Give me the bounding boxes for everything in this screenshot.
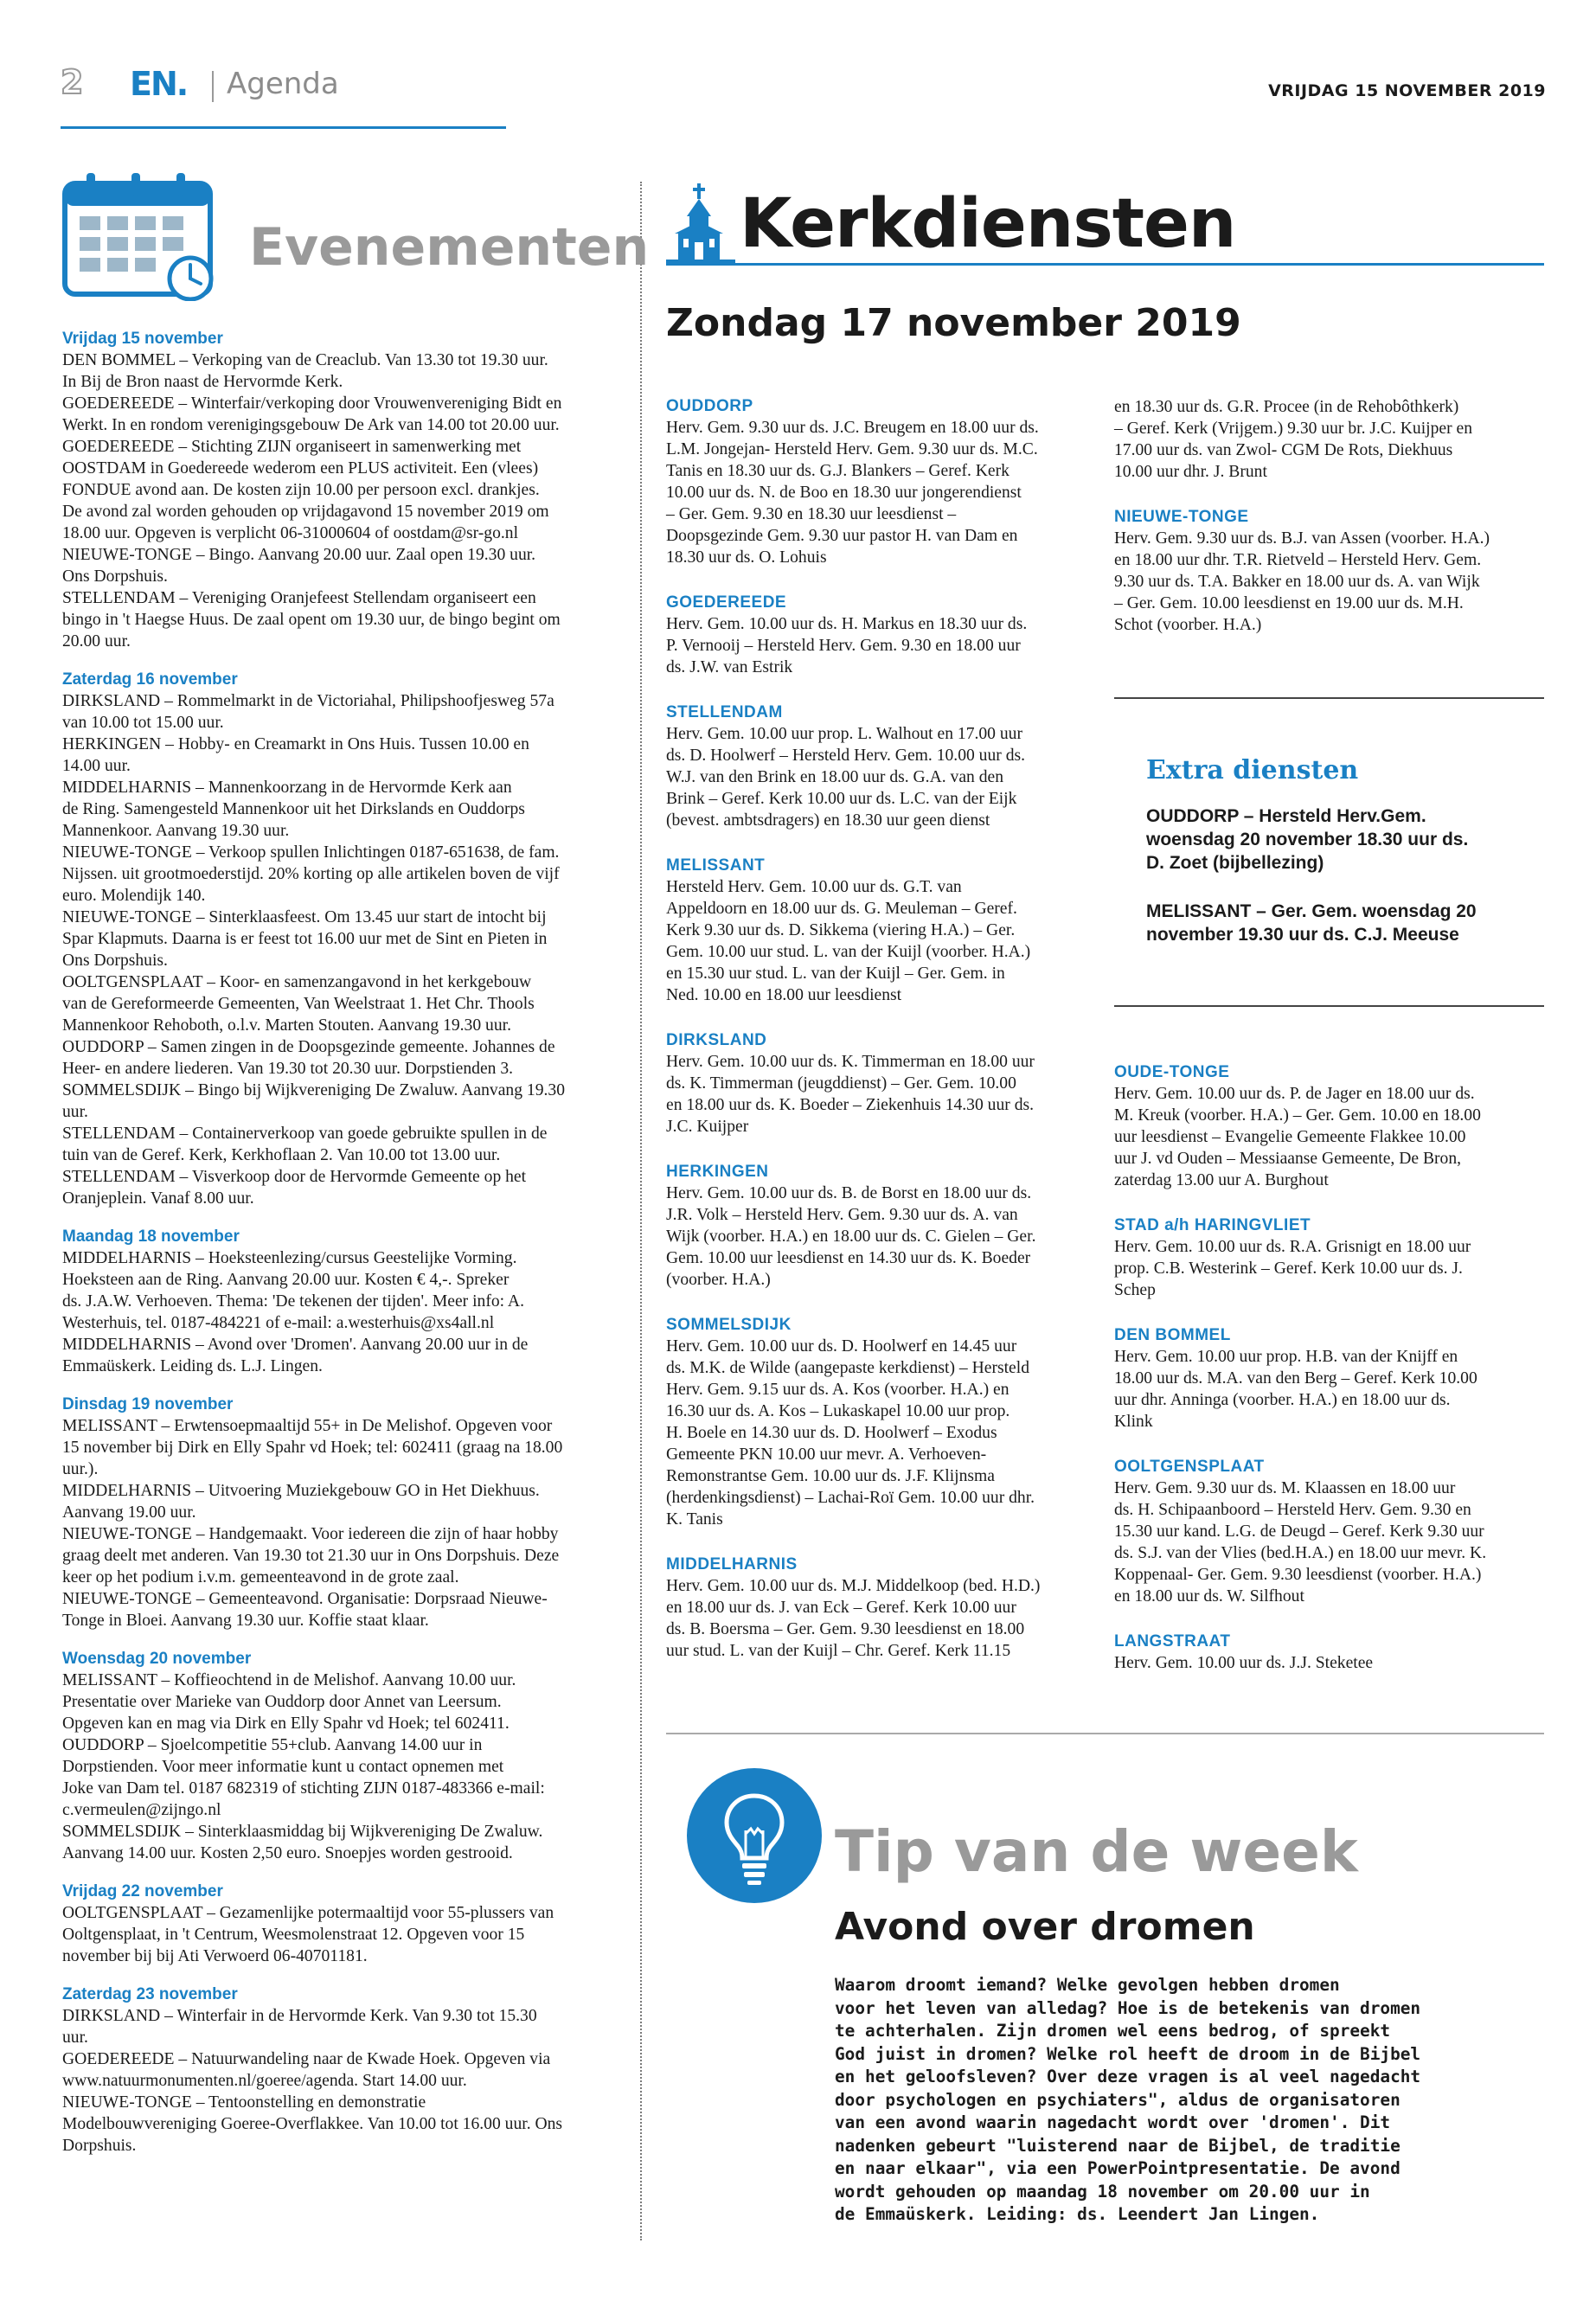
event-group bbox=[62, 1881, 625, 1967]
header-date: VRIJDAG 15 NOVEMBER 2019 bbox=[1268, 81, 1546, 100]
event-line: 14.00 uur. bbox=[62, 757, 131, 775]
event-line: ds. J.A.W. Verhoeven. Thema: 'De tekenen der tijden'. Meer info: A. bbox=[62, 1292, 524, 1311]
church-line: J.C. Kuijper bbox=[666, 1118, 749, 1136]
church-line: ds. H. Schipaanboord – Hersteld Herv. Gem. 9.30 en bbox=[1114, 1501, 1471, 1519]
tip-line: te achterhalen. Zijn dromen wel eens bedrog, of spreekt bbox=[835, 2021, 1391, 2041]
event-line: uur.). bbox=[62, 1460, 99, 1478]
event-line: www.natuurmonumenten.nl/goeree/agenda. Start 14.00 uur. bbox=[62, 2072, 467, 2090]
church-line: Herv. Gem. 10.00 uur ds. H. Markus en 18.30 uur ds. bbox=[666, 615, 1028, 633]
church-line: M. Kreuk (voorber. H.A.) – Ger. Gem. 10.00 en 18.00 bbox=[1114, 1106, 1481, 1125]
church-line: 9.30 uur ds. T.A. Bakker en 18.00 uur ds. A. van Wijk bbox=[1114, 573, 1480, 591]
church-line: (bevest. ambtsdragers) en 18.30 uur geen dienst bbox=[666, 811, 990, 830]
church-line: Herv. Gem. 10.00 uur ds. R.A. Grisnigt en 18.00 uur bbox=[1114, 1238, 1471, 1256]
church-line: Schep bbox=[1114, 1281, 1156, 1299]
extra-diensten-rule-top bbox=[1114, 697, 1544, 699]
extra-diensten-item bbox=[1146, 804, 1468, 875]
church-line: J.R. Volk – Hersteld Herv. Gem. 9.30 uur ds. A. van bbox=[666, 1206, 1018, 1224]
event-group bbox=[62, 1394, 625, 1631]
church-line: Herv. Gem. 10.00 uur ds. B. de Borst en 18.00 uur ds. bbox=[666, 1184, 1032, 1202]
event-line: STELLENDAM – Vereniging Oranjefeest Stellendam organiseert een bbox=[62, 589, 536, 607]
church-line: P. Vernooij – Hersteld Herv. Gem. 9.30 en 18.00 uur bbox=[666, 637, 1021, 655]
church-entry bbox=[1114, 1325, 1547, 1433]
church-entry bbox=[1114, 507, 1547, 636]
tip-line: de Emmaüskerk. Leiding: ds. Leendert Jan Lingen. bbox=[835, 2204, 1320, 2224]
event-line: Heer- en andere liederen. Van 19.30 tot 20.30 uur. Dorpstienden 3. bbox=[62, 1060, 514, 1078]
event-line: graag deelt met anderen. Van 19.30 tot 21.30 uur in Ons Dorpshuis. Deze bbox=[62, 1547, 560, 1565]
event-line: Emmaüskerk. Leiding ds. L.J. Lingen. bbox=[62, 1357, 323, 1375]
event-line: MIDDELHARNIS – Avond over 'Dromen'. Aanvang 20.00 uur in de bbox=[62, 1336, 529, 1354]
section-label: Agenda bbox=[227, 67, 339, 101]
brand-logo: EN. bbox=[130, 65, 188, 103]
church-line: ds. D. Hoolwerf – Hersteld Herv. Gem. 10.00 uur ds. bbox=[666, 747, 1026, 765]
event-date: Zaterdag 16 november bbox=[62, 670, 238, 689]
event-date: Vrijdag 22 november bbox=[62, 1882, 223, 1900]
church-line: Wijk (voorber. H.A.) en 18.00 uur ds. C. Gielen – Ger. bbox=[666, 1227, 1036, 1246]
tip-line: en het geloofsleven? Over deze vragen is al veel nagedacht bbox=[835, 2067, 1421, 2086]
event-line: De avond zal worden gehouden op vrijdagavond 15 november 2019 om bbox=[62, 503, 549, 521]
church-line: uur dhr. Anninga (voorber. H.A.) en 18.00 uur ds. bbox=[1114, 1391, 1451, 1409]
church-line: Herv. Gem. 10.00 uur ds. P. de Jager en 18.00 uur ds. bbox=[1114, 1085, 1475, 1103]
church-place: GOEDEREEDE bbox=[666, 593, 787, 612]
event-line: Presentatie over Marieke van Ouddorp door Annet van Leersum. bbox=[62, 1693, 502, 1711]
church-line: ds. S.J. van der Vlies (bed.H.A.) en 18.00 uur mevr. K. bbox=[1114, 1544, 1487, 1562]
event-line: tuin van de Geref. Kerk, Kerkhoflaan 2. Van 10.00 tot 13.00 uur. bbox=[62, 1146, 501, 1164]
event-line: DEN BOMMEL – Verkoping van de Creaclub. Van 13.30 tot 19.30 uur. bbox=[62, 351, 548, 369]
extra-line: november 19.30 uur ds. C.J. Meeuse bbox=[1146, 925, 1459, 945]
tip-line: en naar elkaar", via een PowerPointpresentatie. De avond bbox=[835, 2158, 1401, 2178]
church-line: Gem. 10.00 uur leesdienst en 14.30 uur ds. K. Boeder bbox=[666, 1249, 1031, 1267]
church-place: OUDE-TONGE bbox=[1114, 1063, 1230, 1081]
tip-line: nadenken gebeurt "luisterend naar de Bijbel, de traditie bbox=[835, 2135, 1401, 2156]
church-line: W.J. van den Brink en 18.00 uur ds. G.A. van den bbox=[666, 768, 1004, 786]
church-line: 10.00 uur dhr. J. Brunt bbox=[1114, 463, 1267, 481]
extra-diensten-title: Extra diensten bbox=[1146, 755, 1359, 785]
church-entry bbox=[1114, 1631, 1547, 1674]
kerkdiensten-column-1 bbox=[666, 396, 1099, 1662]
church-line: Hersteld Herv. Gem. 10.00 uur ds. G.T. van bbox=[666, 878, 962, 896]
tip-title: Tip van de week bbox=[835, 1818, 1358, 1885]
church-line: 15.30 uur kand. L.G. de Deugd – Geref. Kerk 9.30 uur bbox=[1114, 1522, 1484, 1541]
church-line: Herv. Gem. 10.00 uur ds. K. Timmerman en 18.00 uur bbox=[666, 1053, 1035, 1071]
event-line: SOMMELSDIJK – Bingo bij Wijkvereniging De Zwaluw. Aanvang 19.30 bbox=[62, 1081, 565, 1099]
event-line: GOEDEREEDE – Natuurwandeling naar de Kwade Hoek. Opgeven via bbox=[62, 2050, 551, 2068]
event-line: Werkt. In en rondom verenigingsgebouw De Ark van 14.00 tot 20.00 uur. bbox=[62, 416, 560, 434]
event-line: van de Gereformeerde Gemeenten, Van Weelstraat 1. Het Chr. Thools bbox=[62, 995, 535, 1013]
church-entry bbox=[666, 856, 1099, 1006]
event-line: MIDDELHARNIS – Hoeksteenlezing/cursus Geestelijke Vorming. bbox=[62, 1249, 517, 1267]
event-line: euro. Molendijk 140. bbox=[62, 887, 206, 905]
tip-line: God juist in dromen? Welke rol heeft de droom in de Bijbel bbox=[835, 2043, 1421, 2064]
event-date: Zaterdag 23 november bbox=[62, 1985, 238, 2003]
church-line: 18.30 uur ds. O. Lohuis bbox=[666, 548, 827, 567]
church-line: Herv. Gem. 10.00 uur ds. D. Hoolwerf en 14.45 uur bbox=[666, 1337, 1017, 1356]
church-line: Herv. Gem. 9.15 uur ds. A. Kos (voorber. H.A.) en bbox=[666, 1381, 1010, 1399]
church-line: (voorber. H.A.) bbox=[666, 1271, 771, 1289]
event-group bbox=[62, 670, 625, 1209]
event-line: bingo in 't Haegse Huus. De zaal opent om 19.30 uur, de bingo begint om bbox=[62, 611, 561, 629]
event-line: c.vermeulen@zijngo.nl bbox=[62, 1801, 221, 1819]
church-line: prop. C.B. Westerink – Geref. Kerk 10.00 uur ds. J. bbox=[1114, 1259, 1463, 1278]
extra-line: OUDDORP – Hersteld Herv.Gem. bbox=[1146, 806, 1426, 826]
header-separator bbox=[212, 71, 214, 102]
event-line: Joke van Dam tel. 0187 682319 of stichting ZIJN 0187-483366 e-mail: bbox=[62, 1779, 545, 1798]
church-line: Schot (voorber. H.A.) bbox=[1114, 616, 1262, 634]
church-line: – Ger. Gem. 10.00 leesdienst en 19.00 uur ds. M.H. bbox=[1114, 594, 1464, 612]
event-line: Ooltgensplaat, in 't Centrum, Weesmolenstraat 12. Opgeven voor 15 bbox=[62, 1926, 525, 1944]
event-line: NIEUWE-TONGE – Bingo. Aanvang 20.00 uur. Zaal open 19.30 uur. bbox=[62, 546, 536, 564]
church-line: Gem. 10.00 uur stud. L. van der Kuijl (voorber. H.A.) bbox=[666, 943, 1031, 961]
church-line: uur leesdienst – Evangelie Gemeente Flakkee 10.00 bbox=[1114, 1128, 1466, 1146]
page-number: 2 bbox=[61, 63, 84, 101]
church-line: 10.00 uur ds. N. de Boo en 18.30 uur jongerendienst bbox=[666, 484, 1022, 502]
church-entry bbox=[666, 1030, 1099, 1138]
church-line: ds. K. Timmerman (jeugddienst) – Ger. Gem. 10.00 bbox=[666, 1074, 1016, 1093]
event-line: FONDUE avond aan. De kosten zijn 10.00 per persoon excl. drankjes. bbox=[62, 481, 540, 499]
extra-diensten-rule-bottom bbox=[1114, 1005, 1544, 1007]
church-line: en 18.00 uur ds. K. Boeder – Ziekenhuis 14.30 uur ds. bbox=[666, 1096, 1035, 1114]
church-line: – Ger. Gem. 9.30 en 18.30 uur leesdienst – bbox=[666, 505, 957, 523]
church-line: en 18.00 uur ds. J. van Eck – Geref. Kerk 10.00 uur bbox=[666, 1599, 1016, 1617]
church-entry bbox=[666, 593, 1099, 678]
church-line: en 18.00 uur dhr. T.R. Rietveld – Hersteld Herv. Gem. bbox=[1114, 551, 1482, 569]
event-line: 15 november bij Dirk en Elly Spahr vd Hoek; tel: 602411 (graag na 18.00 bbox=[62, 1439, 563, 1457]
event-line: 20.00 uur. bbox=[62, 632, 131, 651]
church-line: H. Boele en 14.30 uur ds. D. Hoolwerf – Exodus bbox=[666, 1424, 997, 1442]
event-line: Mannenkoor. Aanvang 19.30 uur. bbox=[62, 822, 290, 840]
church-place: MIDDELHARNIS bbox=[666, 1555, 798, 1574]
church-place: STELLENDAM bbox=[666, 703, 783, 721]
evenementen-title: Evenementen bbox=[249, 217, 650, 278]
church-place: DEN BOMMEL bbox=[1114, 1326, 1231, 1344]
church-line: Herv. Gem. 10.00 uur ds. M.J. Middelkoop (bed. H.D.) bbox=[666, 1577, 1041, 1595]
church-place: NIEUWE-TONGE bbox=[1114, 508, 1249, 526]
church-entry bbox=[666, 1162, 1099, 1291]
church-place: HERKINGEN bbox=[666, 1163, 769, 1181]
event-line: MELISSANT – Erwtensoepmaaltijd 55+ in De Melishof. Opgeven voor bbox=[62, 1417, 553, 1435]
tip-line: van een avond waarin nagedacht wordt over 'dromen'. Dit bbox=[835, 2112, 1391, 2132]
church-line: Herv. Gem. 9.30 uur ds. M. Klaassen en 18.00 uur bbox=[1114, 1479, 1456, 1497]
church-entry bbox=[666, 396, 1099, 568]
lightbulb-icon bbox=[685, 1766, 824, 1905]
column-divider bbox=[640, 182, 642, 2240]
event-line: uur. bbox=[62, 1103, 88, 1121]
event-date: Dinsdag 19 november bbox=[62, 1395, 234, 1413]
event-line: STELLENDAM – Visverkoop door de Hervormde Gemeente op het bbox=[62, 1168, 527, 1186]
event-line: HERKINGEN – Hobby- en Creamarkt in Ons Huis. Tussen 10.00 en bbox=[62, 735, 529, 753]
event-line: Nijssen. uit grootmoederstijd. 20% korting op alle artikelen boven de vijf bbox=[62, 865, 560, 883]
church-line: Herv. Gem. 9.30 uur ds. B.J. van Assen (voorber. H.A.) bbox=[1114, 529, 1490, 548]
event-line: OOSTDAM in Goedereede wederom een PLUS activiteit. Een (vlees) bbox=[62, 459, 539, 478]
event-group bbox=[62, 1227, 625, 1377]
church-place: SOMMELSDIJK bbox=[666, 1316, 792, 1334]
event-line: MIDDELHARNIS – Uitvoering Muziekgebouw GO in Het Diekhuus. bbox=[62, 1482, 540, 1500]
kerkdiensten-column-2 bbox=[1114, 396, 1547, 636]
event-line: Ons Dorpshuis. bbox=[62, 567, 168, 586]
church-line: Doopsgezinde Gem. 9.30 uur pastor H. van Dam en bbox=[666, 527, 1018, 545]
kerkdiensten-column-2-continued bbox=[1114, 1062, 1547, 1674]
kerkdiensten-title: Kerkdiensten bbox=[740, 185, 1236, 263]
church-line: zaterdag 13.00 uur A. Burghout bbox=[1114, 1171, 1329, 1189]
event-line: NIEUWE-TONGE – Tentoonstelling en demonstratie bbox=[62, 2093, 426, 2112]
event-line: SOMMELSDIJK – Sinterklaasmiddag bij Wijkvereniging De Zwaluw. bbox=[62, 1823, 543, 1841]
church-line: ds. M.K. de Wilde (aangepaste kerkdienst) – Hersteld bbox=[666, 1359, 1029, 1377]
church-line: Remonstrantse Gem. 10.00 uur ds. J.F. Klijnsma bbox=[666, 1467, 995, 1485]
event-date: Vrijdag 15 november bbox=[62, 330, 223, 348]
church-line: en 18.30 uur ds. G.R. Procee (in de Rehobôthkerk) bbox=[1114, 398, 1459, 416]
church-line: Tanis en 18.30 uur ds. G.J. Blankers – Geref. Kerk bbox=[666, 462, 1010, 480]
event-line: DIRKSLAND – Winterfair in de Hervormde Kerk. Van 9.30 tot 15.30 bbox=[62, 2007, 537, 2025]
event-line: NIEUWE-TONGE – Handgemaakt. Voor iedereen die zijn of haar hobby bbox=[62, 1525, 559, 1543]
tip-body bbox=[835, 1974, 1421, 2227]
event-line: GOEDEREEDE – Stichting ZIJN organiseert in samenwerking met bbox=[62, 438, 522, 456]
event-line: In Bij de Bron naast de Hervormde Kerk. bbox=[62, 373, 343, 391]
event-line: Spar Klapmuts. Daarna is er feest tot 16.00 uur met de Sint en Pieten in bbox=[62, 930, 548, 948]
church-line: Kerk 9.30 uur ds. D. Sikkema (viering H.A.) – Ger. bbox=[666, 921, 1016, 939]
church-line: Herv. Gem. 9.30 uur ds. J.C. Breugem en 18.00 uur ds. bbox=[666, 419, 1039, 437]
church-line: Appeldoorn en 18.00 uur ds. G. Meuleman – Geref. bbox=[666, 900, 1017, 918]
church-line: ds. J.W. van Estrik bbox=[666, 658, 793, 676]
event-line: 18.00 uur. Opgeven is verplicht 06-31000604 of oostdam@sr-go.nl bbox=[62, 524, 519, 542]
event-line: Westerhuis, tel. 0187-484221 of e-mail: a.westerhuis@xs4all.nl bbox=[62, 1314, 495, 1332]
calendar-clock-icon bbox=[62, 171, 218, 301]
church-entry-continuation bbox=[1114, 396, 1547, 483]
church-entry bbox=[666, 1315, 1099, 1530]
event-line: NIEUWE-TONGE – Verkoop spullen Inlichtingen 0187-651638, de fam. bbox=[62, 843, 560, 862]
event-line: de Ring. Samengesteld Mannenkoor uit het Dirkslands en Ouddorps bbox=[62, 800, 525, 818]
event-line: Opgeven kan en mag via Dirk en Elly Spahr vd Hoek; tel 602411. bbox=[62, 1715, 510, 1733]
event-line: Aanvang 14.00 uur. Kosten 2,50 euro. Snoepjes worden gestrooid. bbox=[62, 1844, 513, 1862]
event-line: Ons Dorpshuis. bbox=[62, 952, 168, 970]
church-line: Ned. 10.00 en 18.00 uur leesdienst bbox=[666, 986, 902, 1004]
event-line: NIEUWE-TONGE – Gemeenteavond. Organisatie: Dorpsraad Nieuwe- bbox=[62, 1590, 548, 1608]
church-entry bbox=[1114, 1215, 1547, 1301]
church-place: STAD a/h HARINGVLIET bbox=[1114, 1216, 1311, 1234]
tip-rule bbox=[666, 1733, 1544, 1734]
extra-diensten-item bbox=[1146, 900, 1477, 946]
event-date: Woensdag 20 november bbox=[62, 1650, 252, 1668]
church-line: Herv. Gem. 10.00 uur ds. J.J. Steketee bbox=[1114, 1654, 1374, 1672]
church-line: Herv. Gem. 10.00 uur prop. H.B. van der Knijff en bbox=[1114, 1348, 1458, 1366]
church-place: OUDDORP bbox=[666, 397, 753, 415]
church-line: 17.00 uur ds. van Zwol- CGM De Rots, Diekhuus bbox=[1114, 441, 1453, 459]
church-line: Herv. Gem. 10.00 uur prop. L. Walhout en 17.00 uur bbox=[666, 725, 1022, 743]
extra-line: woensdag 20 november 18.30 uur ds. bbox=[1146, 830, 1469, 849]
church-line: en 18.00 uur ds. W. Silfhout bbox=[1114, 1587, 1304, 1606]
event-line: Dorpshuis. bbox=[62, 2137, 137, 2155]
church-line: – Geref. Kerk (Vrijgem.) 9.30 uur br. J.C. Kuijper en bbox=[1114, 420, 1472, 438]
event-line: Hoeksteen aan de Ring. Aanvang 20.00 uur. Kosten € 4,-. Spreker bbox=[62, 1271, 510, 1289]
evenementen-list bbox=[62, 329, 625, 2157]
church-line: ds. B. Boersma – Ger. Gem. 9.30 leesdienst en 18.00 bbox=[666, 1620, 1025, 1638]
church-line: uur stud. L. van der Kuijl – Chr. Geref. Kerk 11.15 bbox=[666, 1642, 1011, 1660]
event-line: van 10.00 tot 15.00 uur. bbox=[62, 714, 224, 732]
event-line: GOEDEREEDE – Winterfair/verkoping door Vrouwenvereniging Bidt en bbox=[62, 394, 562, 413]
church-line: uur J. vd Ouden – Messiaanse Gemeente, De Bron, bbox=[1114, 1150, 1462, 1168]
tip-line: wordt gehouden op maandag 18 november om 20.00 uur in bbox=[835, 2181, 1370, 2202]
tip-line: voor het leven van alledag? Hoe is de betekenis van dromen bbox=[835, 1997, 1421, 2018]
event-line: Dorpstienden. Voor meer informatie kunt u contact opnemen met bbox=[62, 1758, 504, 1776]
church-entry bbox=[1114, 1457, 1547, 1607]
church-line: K. Tanis bbox=[666, 1510, 723, 1529]
church-line: L.M. Jongejan- Hersteld Herv. Gem. 9.30 uur ds. M.C. bbox=[666, 440, 1038, 458]
event-line: OOLTGENSPLAAT – Koor- en samenzangavond in het kerkgebouw bbox=[62, 973, 532, 991]
event-line: Aanvang 19.00 uur. bbox=[62, 1503, 196, 1522]
event-line: OOLTGENSPLAAT – Gezamenlijke potermaaltijd voor 55-plussers van bbox=[62, 1904, 554, 1922]
church-place: LANGSTRAAT bbox=[1114, 1632, 1231, 1650]
event-line: OUDDORP – Sjoelcompetitie 55+club. Aanvang 14.00 uur in bbox=[62, 1736, 483, 1754]
church-entry bbox=[1114, 1062, 1547, 1191]
extra-line: D. Zoet (bijbellezing) bbox=[1146, 853, 1324, 873]
church-line: Brink – Geref. Kerk 10.00 uur ds. L.C. van der Eijk bbox=[666, 790, 1017, 808]
extra-line: MELISSANT – Ger. Gem. woensdag 20 bbox=[1146, 901, 1477, 921]
tip-subtitle: Avond over dromen bbox=[835, 1905, 1255, 1949]
event-line: OUDDORP – Samen zingen in de Doopsgezinde gemeente. Johannes de bbox=[62, 1038, 555, 1056]
event-line: Mannenkoor Rehoboth, o.l.v. Marten Stouten. Aanvang 19.30 uur. bbox=[62, 1016, 511, 1035]
church-line: (herdenkingsdienst) – Lachai-Roï Gem. 10.00 uur dhr. bbox=[666, 1489, 1035, 1507]
church-line: Gemeente PKN 10.00 uur mevr. A. Verhoeven- bbox=[666, 1445, 987, 1464]
event-line: Oranjeplein. Vanaf 8.00 uur. bbox=[62, 1189, 254, 1208]
church-line: en 15.30 uur stud. L. van der Kuijl – Ger. Gem. in bbox=[666, 965, 1005, 983]
event-line: Modelbouwvereniging Goeree-Overflakkee. Van 10.00 tot 16.00 uur. Ons bbox=[62, 2115, 563, 2133]
event-line: uur. bbox=[62, 2029, 88, 2047]
event-line: NIEUWE-TONGE – Sinterklaasfeest. Om 13.45 uur start de intocht bij bbox=[62, 908, 547, 926]
event-line: MIDDELHARNIS – Mannenkoorzang in de Hervormde Kerk aan bbox=[62, 779, 512, 797]
tip-line: door psychologen en psychiaters", aldus de organisatoren bbox=[835, 2089, 1401, 2110]
church-entry bbox=[666, 702, 1099, 831]
event-line: november bij bij Ati Verwoerd 06-40701181. bbox=[62, 1947, 368, 1965]
church-place: OOLTGENSPLAAT bbox=[1114, 1458, 1265, 1476]
church-line: 18.00 uur ds. M.A. van den Berg – Geref. Kerk 10.00 bbox=[1114, 1369, 1477, 1388]
church-place: MELISSANT bbox=[666, 856, 766, 875]
church-line: Klink bbox=[1114, 1413, 1153, 1431]
event-date: Maandag 18 november bbox=[62, 1227, 240, 1246]
event-line: DIRKSLAND – Rommelmarkt in de Victoriahal, Philipshoofjesweg 57a bbox=[62, 692, 554, 710]
church-line: Koppenaal- Ger. Gem. 9.30 leesdienst (voorber. H.A.) bbox=[1114, 1566, 1482, 1584]
event-line: Tonge in Bloei. Aanvang 19.30 uur. Koffie staat klaar. bbox=[62, 1612, 429, 1630]
event-group bbox=[62, 329, 625, 652]
event-line: STELLENDAM – Containerverkoop van goede gebruikte spullen in de bbox=[62, 1125, 548, 1143]
event-line: keer op het podium i.v.m. gemeenteavond in de grote zaal. bbox=[62, 1568, 459, 1586]
church-entry bbox=[666, 1554, 1099, 1662]
kerkdiensten-date: Zondag 17 november 2019 bbox=[666, 301, 1241, 345]
event-group bbox=[62, 1984, 625, 2157]
church-place: DIRKSLAND bbox=[666, 1031, 767, 1049]
tip-line: Waarom droomt iemand? Welke gevolgen hebben dromen bbox=[835, 1975, 1340, 1995]
event-group bbox=[62, 1649, 625, 1864]
church-line: 16.30 uur ds. A. Kos – Lukaskapel 10.00 uur prop. bbox=[666, 1402, 1010, 1420]
kerkdiensten-rule bbox=[666, 263, 1544, 266]
event-line: MELISSANT – Koffieochtend in de Melishof. Aanvang 10.00 uur. bbox=[62, 1671, 516, 1689]
church-icon bbox=[666, 182, 735, 268]
header-rule bbox=[61, 126, 506, 129]
